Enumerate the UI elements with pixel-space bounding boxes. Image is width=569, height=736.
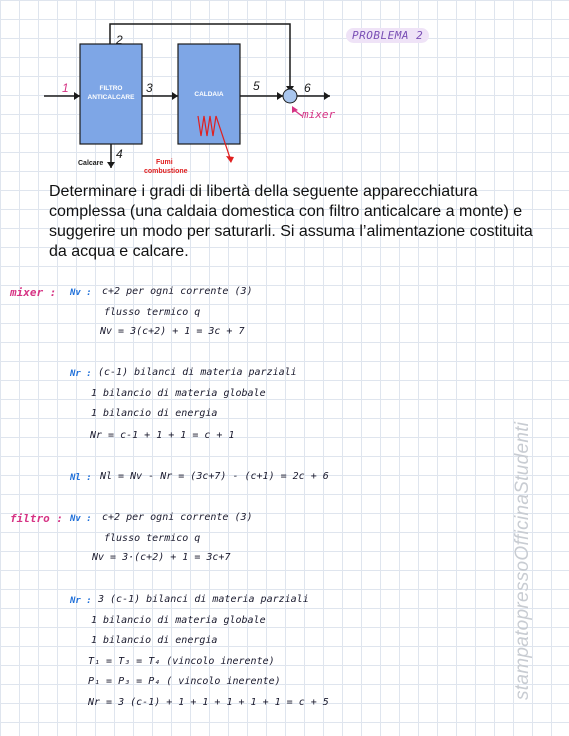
mixer-nv-line-3: Nv = 3(c+2) + 1 = 3c + 7 [100,326,245,337]
filtro-nr-line-1: 3 (c-1) bilanci di materia parziali [98,594,309,605]
stream-3-label: 3 [146,81,153,95]
mixer-nv-line-1: c+2 per ogni corrente (3) [102,286,253,297]
filtro-nv-line-3: Nv = 3·(c+2) + 1 = 3c+7 [92,552,231,563]
filtro-nr-line-3: 1 bilancio di energia [91,635,218,646]
mixer-nr-line-3: 1 bilancio di energia [91,408,218,419]
filtro-nv-label: Nv : [70,514,92,524]
mixer-nr-line-4: Nr = c-1 + 1 + 1 = c + 1 [90,430,235,441]
mixer-heading: mixer : [10,286,57,299]
filter-label-2: ANTICALCARE [87,94,135,101]
fumi-label-1: Fumi [156,159,173,166]
problem-tag: PROBLEMA 2 [346,28,429,43]
mixer-node [283,89,297,103]
filtro-nr-label: Nr : [70,596,92,606]
mixer-nr-line-2: 1 bilancio di materia globale [91,388,266,399]
fumi-arrow [226,156,234,163]
filtro-nv-line-2: flusso termico q [104,533,201,544]
fumi-label-2: combustione [144,168,188,175]
stream-6-label: 6 [304,81,311,95]
filtro-heading: filtro : [10,512,63,525]
calcare-label: Calcare [78,160,104,167]
mixer-nr-label: Nr : [70,369,92,379]
stream-1-label: 1 [62,81,69,95]
mixer-nv-label: Nv : [70,288,92,298]
filtro-nr-line-6: Nr = 3 (c-1) + 1 + 1 + 1 + 1 + 1 = c + 5 [88,697,329,708]
mixer-nl-line: Nl = Nv - Nr = (3c+7) - (c+1) = 2c + 6 [100,471,329,482]
mixer-annotation: mixer [302,108,336,121]
mixer-nl-label: Nl : [70,473,92,483]
boiler-label: CALDAIA [194,91,224,98]
stream-2-label: 2 [116,33,123,47]
watermark: stampatopressoOfficinaStudenti [512,421,533,700]
stream-4-label: 4 [116,147,123,161]
filtro-nr-line-2: 1 bilancio di materia globale [91,615,266,626]
filtro-nr-line-5: P₁ = P₃ = P₄ ( vincolo inerente) [88,676,281,687]
mixer-nv-line-2: flusso termico q [104,307,201,318]
filtro-nr-line-4: T₁ = T₃ = T₄ (vincolo inerente) [88,656,275,667]
stream-5-label: 5 [253,79,260,93]
problem-text: Determinare i gradi di libertà della seguente apparecchiatura complessa (una caldaia domestica con filtro anticalcare a monte) e suggerire un modo per saturarli. Si assuma l’alimentazione costituita da acqua e calcare. [49,183,533,260]
mixer-nr-line-1: (c-1) bilanci di materia parziali [98,367,297,378]
filtro-nv-line-1: c+2 per ogni corrente (3) [102,512,253,523]
filter-label-1: FILTRO [99,85,123,92]
process-flow-diagram [40,18,340,180]
